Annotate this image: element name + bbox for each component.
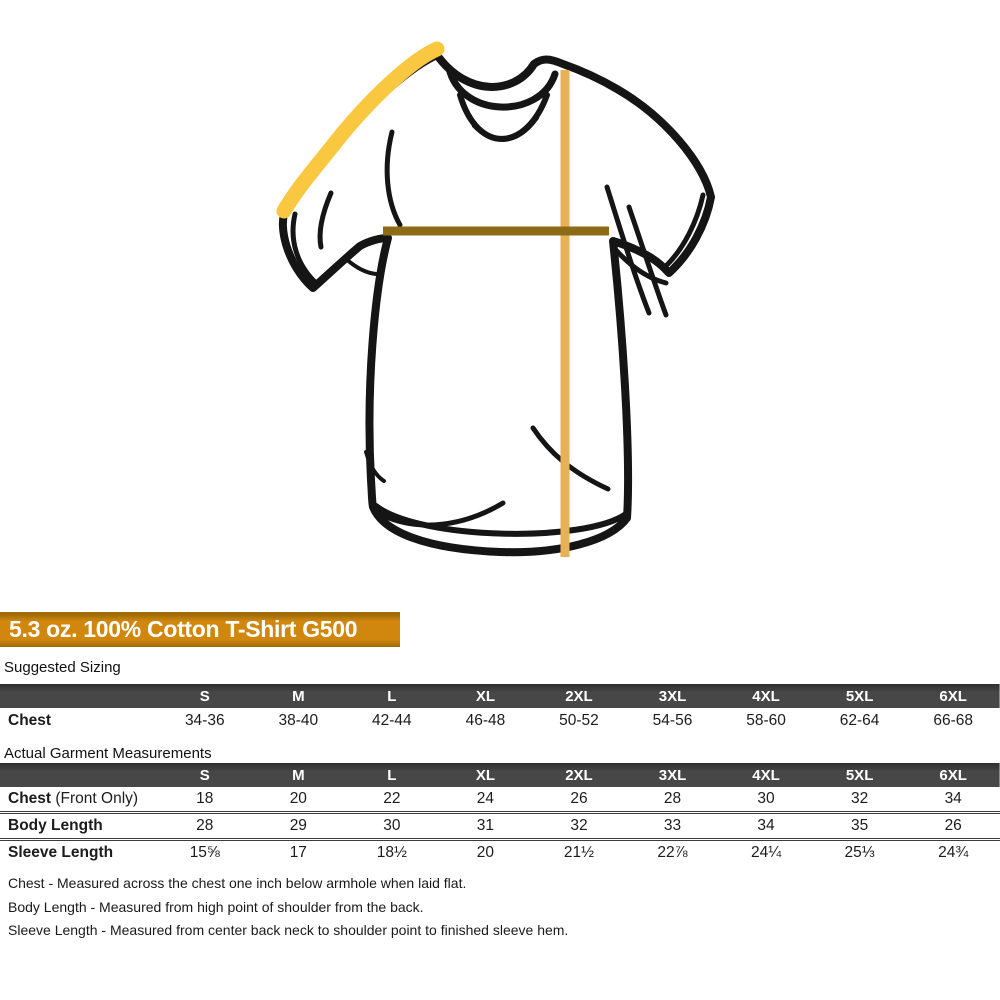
measurement-value: 21½: [563, 844, 595, 861]
size-column-header: XL: [475, 766, 495, 784]
size-column-header: 2XL: [565, 766, 593, 784]
measurement-value: 38-40: [278, 711, 319, 729]
size-column-header: 6XL: [939, 687, 967, 705]
measurement-value: 28: [663, 790, 682, 807]
measurement-row: [0, 813, 1000, 840]
row-label: Body Length: [8, 817, 103, 834]
measurement-value: 30: [757, 790, 775, 807]
measurement-value: 20: [476, 844, 495, 861]
measurement-value: 32: [850, 790, 869, 807]
measurement-value: 54-56: [652, 711, 693, 729]
size-column-header: 6XL: [939, 766, 967, 784]
empty-header-cell: [0, 763, 158, 787]
row-label: Chest: [8, 711, 52, 729]
suggested-sizing-table: [0, 684, 1000, 733]
note-body-length: Body Length - Measured from high point of shoulder from the back.: [8, 898, 424, 915]
size-column-header: 5XL: [845, 766, 874, 784]
measurement-value: 22: [383, 790, 401, 807]
row-label: Sleeve Length: [8, 844, 114, 861]
measurement-notes: [8, 872, 992, 943]
measurement-value: 25⅓: [844, 844, 875, 861]
actual-measurements-table: [0, 763, 1000, 865]
size-header-row: [0, 763, 1000, 787]
measurement-value: 15⅝: [189, 844, 220, 861]
note-chest: Chest - Measured across the chest one inch below armhole when laid flat.: [8, 875, 467, 891]
measurement-value: 29: [289, 817, 307, 834]
product-banner: [0, 612, 400, 647]
measurement-value: 20: [289, 790, 307, 807]
measurement-value: 17: [289, 844, 307, 861]
size-column-header: XL: [475, 687, 495, 705]
measurement-value: 66-68: [933, 711, 974, 729]
size-column-header: 5XL: [845, 687, 874, 705]
size-column-header: 4XL: [752, 766, 780, 784]
measurement-value: 32: [570, 817, 588, 834]
size-column-header: 2XL: [565, 687, 593, 705]
size-column-header: M: [292, 766, 305, 784]
measurement-value: 33: [663, 817, 682, 834]
measurement-row: [0, 708, 1000, 733]
size-column-header: S: [199, 766, 210, 784]
measurement-value: 34: [944, 790, 962, 807]
measurement-value: 46-48: [465, 711, 506, 729]
measurement-value: 50-52: [559, 711, 599, 729]
row-label: Chest (Front Only): [8, 790, 139, 807]
measurement-row: [0, 787, 1000, 813]
measurement-value: 34: [757, 817, 775, 834]
note-sleeve-length: Sleeve Length - Measured from center back neck to shoulder point to finished sleeve hem.: [8, 922, 569, 938]
measurement-value: 26: [570, 790, 588, 807]
actual-measurements-title: Actual Garment Measurements: [4, 745, 212, 762]
measurement-value: 26: [944, 817, 962, 834]
measurement-value: 18½: [376, 844, 407, 861]
measurement-value: 42-44: [372, 711, 412, 729]
size-column-header: 3XL: [658, 766, 687, 784]
size-header-row: [0, 684, 1000, 708]
measurement-value: 58-60: [746, 711, 786, 729]
measurement-value: 35: [850, 817, 869, 834]
size-column-header: 4XL: [752, 687, 780, 705]
product-title: 5.3 oz. 100% Cotton T-Shirt G500: [9, 616, 358, 642]
measurement-value: 24¼: [750, 844, 782, 861]
measurement-value: 62-64: [839, 711, 880, 729]
measurement-row: [0, 840, 1000, 866]
measurement-value: 18: [196, 790, 214, 807]
size-column-header: L: [387, 766, 397, 784]
measurement-value: 34-36: [184, 711, 225, 729]
measurement-value: 31: [476, 817, 495, 834]
size-column-header: M: [292, 687, 305, 705]
size-column-header: L: [387, 687, 397, 705]
size-column-header: 3XL: [658, 687, 687, 705]
measurement-value: 24: [476, 790, 495, 807]
suggested-sizing-title: Suggested Sizing: [4, 659, 121, 676]
measurement-value: 24¾: [938, 844, 969, 861]
size-column-header: S: [199, 687, 210, 705]
measurement-value: 22⅞: [657, 844, 688, 861]
empty-header-cell: [0, 684, 158, 708]
measurement-value: 28: [196, 817, 214, 834]
wrinkle: [345, 258, 376, 274]
measurement-value: 30: [383, 817, 401, 834]
